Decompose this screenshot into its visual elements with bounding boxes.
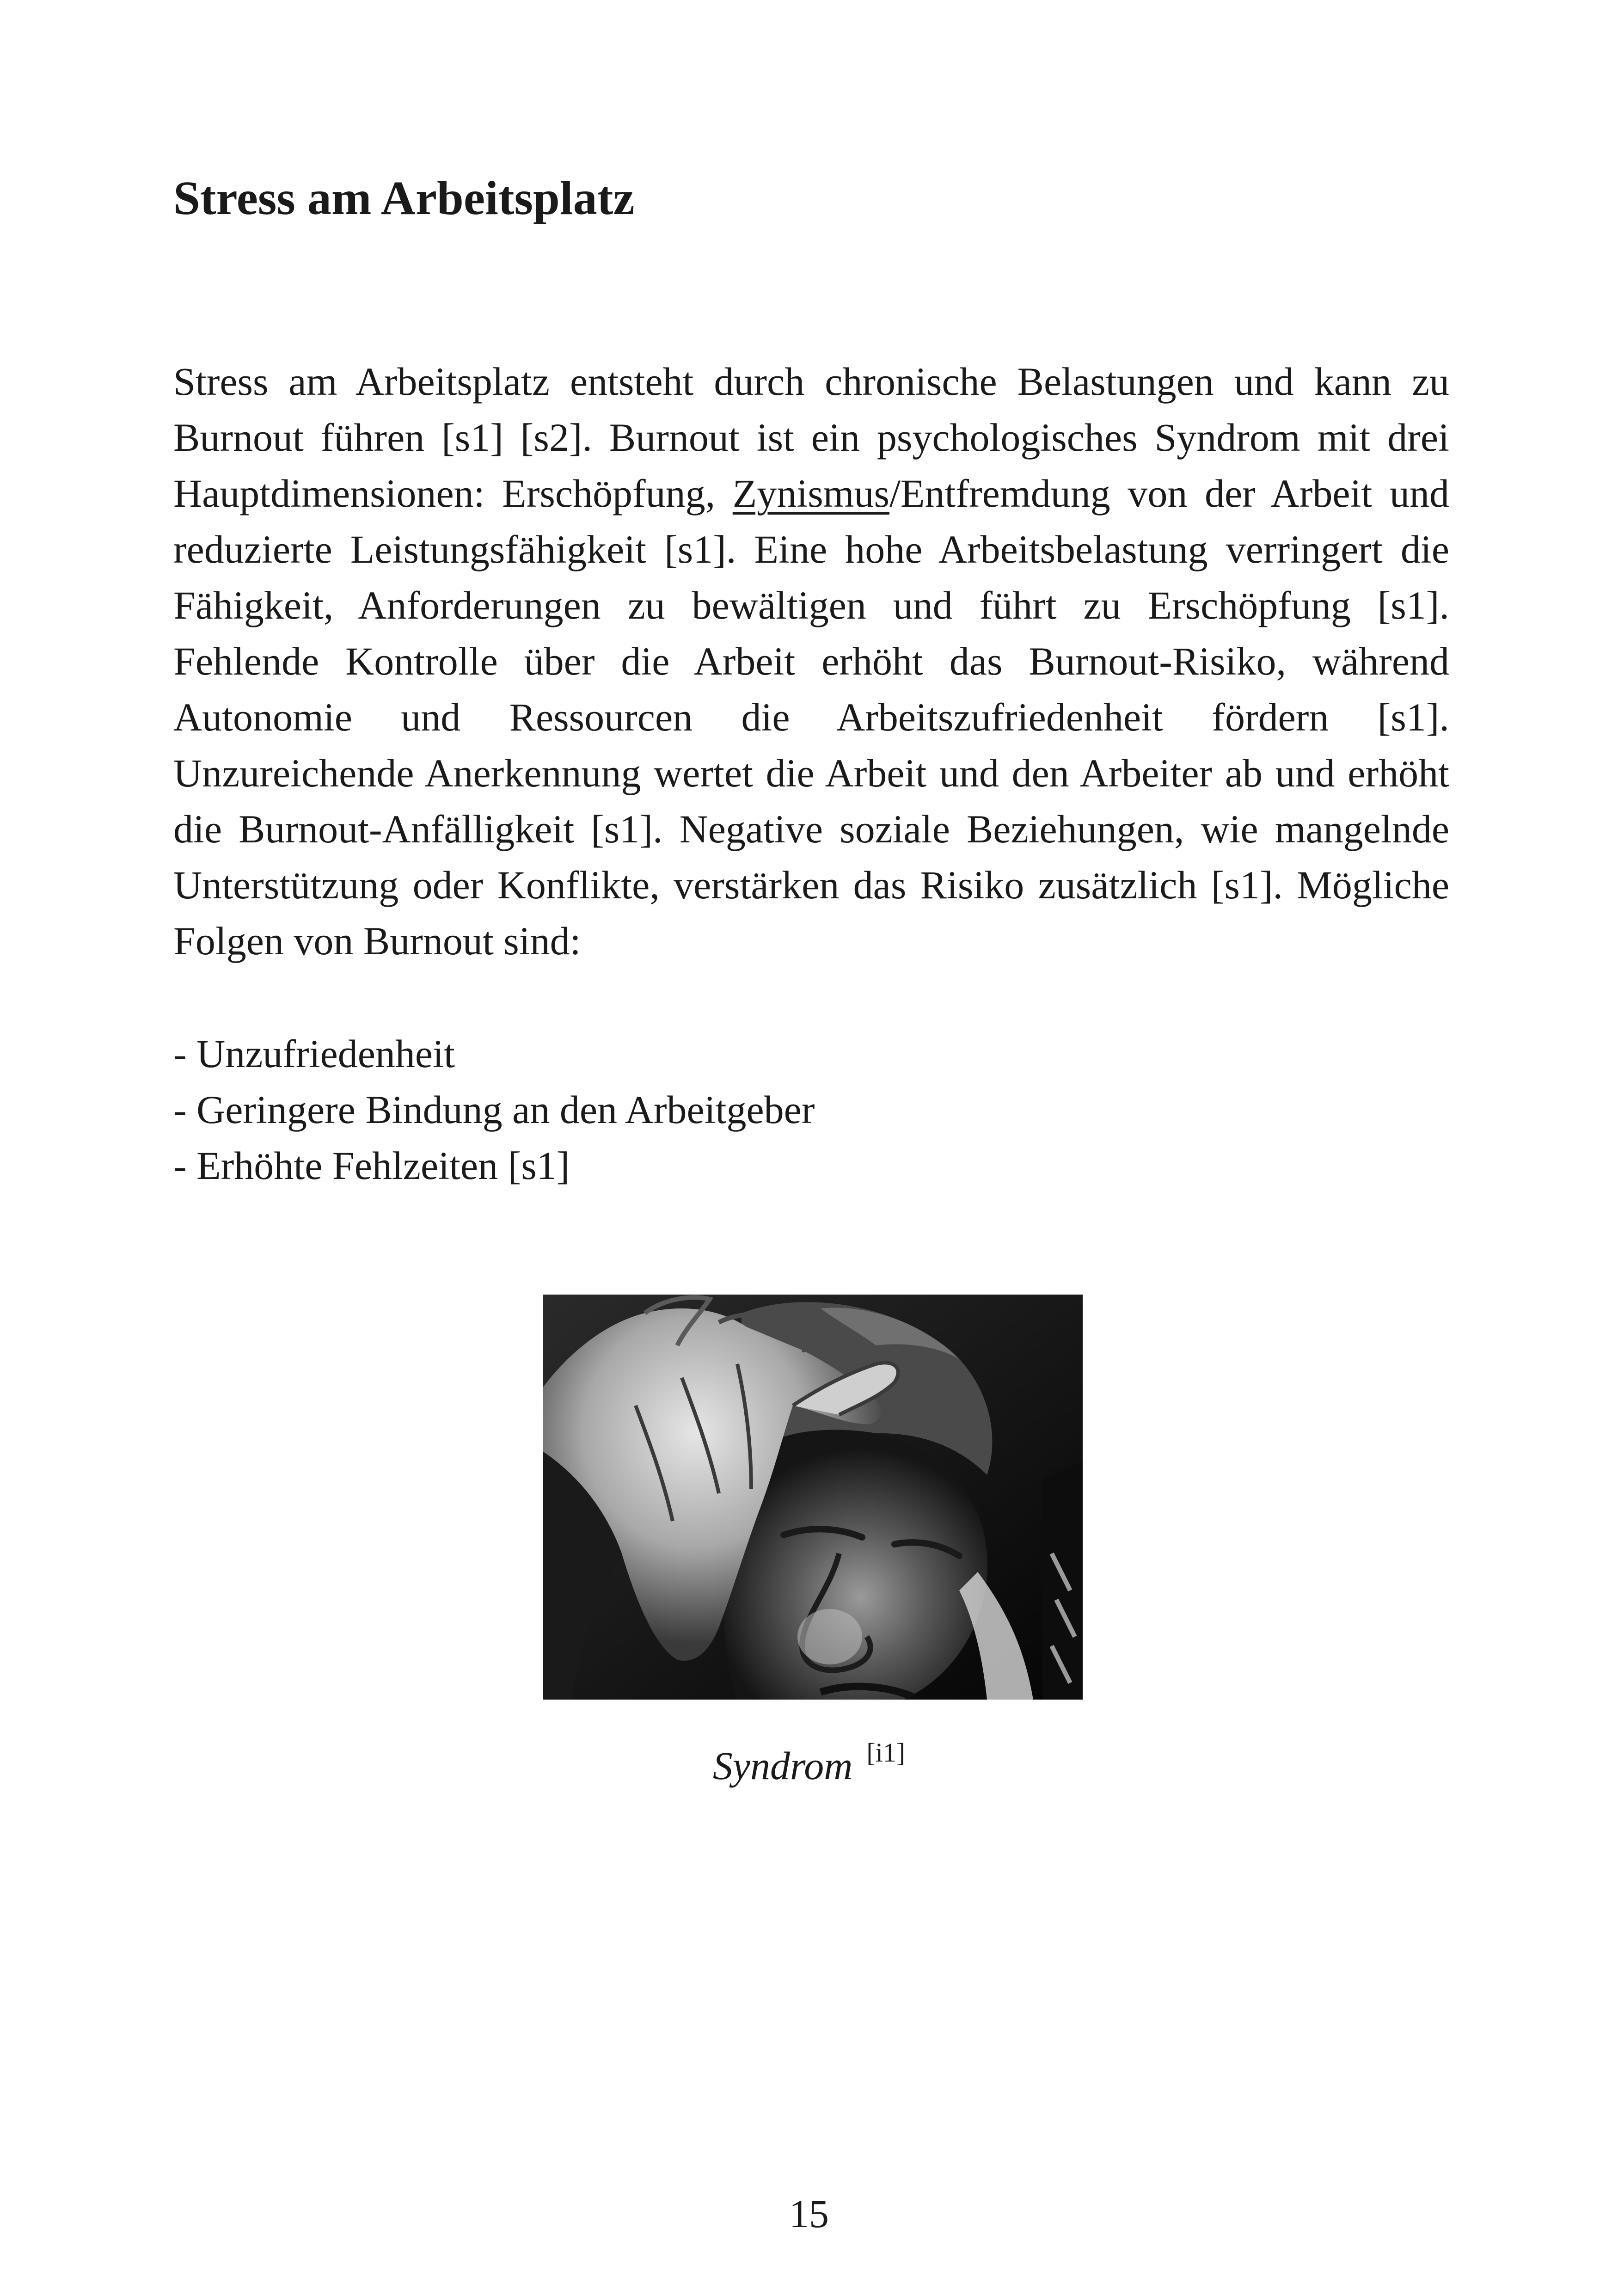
- list-item: - Erhöhte Fehlzeiten [s1]: [173, 1143, 570, 1188]
- zynismus-link[interactable]: Zynismus: [732, 471, 890, 516]
- paragraph-text-start: Stress am Arbeitsplatz entsteht durch chronische Belastungen und kann zu Burnout führen [s1] [s2]. Burnout ist ein psychologisches Syndrom mit drei Hauptdimensionen: Erschöpfung,: [173, 359, 1449, 516]
- list-item: - Geringere Bindung an den Arbeitgeber: [173, 1087, 815, 1132]
- list-item: - Unzufriedenheit: [173, 1031, 455, 1076]
- caption-text: Syndrom: [712, 1743, 853, 1788]
- consequences-list: [173, 1026, 815, 1194]
- paragraph-text-end: /Entfremdung von der Arbeit und reduzierte Leistungsfähigkeit [s1]. Eine hohe Arbeitsbelastung verringert die Fähigkeit, Anforderungen zu bewältigen und führt zu Erschöpfung [s1]. Fehlende Kontrolle über die Arbeit erhöht das Burnout-Risiko, während Autonomie und Ressourcen die Arbeitszufriedenheit fördern [s1]. Unzureichende Anerkennung wertet die Arbeit und den Arbeiter ab und erhöht die Burnout-Anfälligkeit [s1]. Negative soziale Beziehungen, wie mangelnde Unterstützung oder Konflikte, verstärken das Risiko zusätzlich [s1]. Mögliche Folgen von Burnout sind:: [173, 471, 1449, 963]
- caption-reference: [i1]: [866, 1737, 906, 1768]
- page-title: Stress am Arbeitsplatz: [173, 172, 635, 225]
- body-paragraph: [173, 354, 1449, 969]
- figure-caption: [0, 1739, 1618, 1786]
- page-number: 15: [789, 2192, 829, 2236]
- burnout-photo: [543, 1295, 1083, 1700]
